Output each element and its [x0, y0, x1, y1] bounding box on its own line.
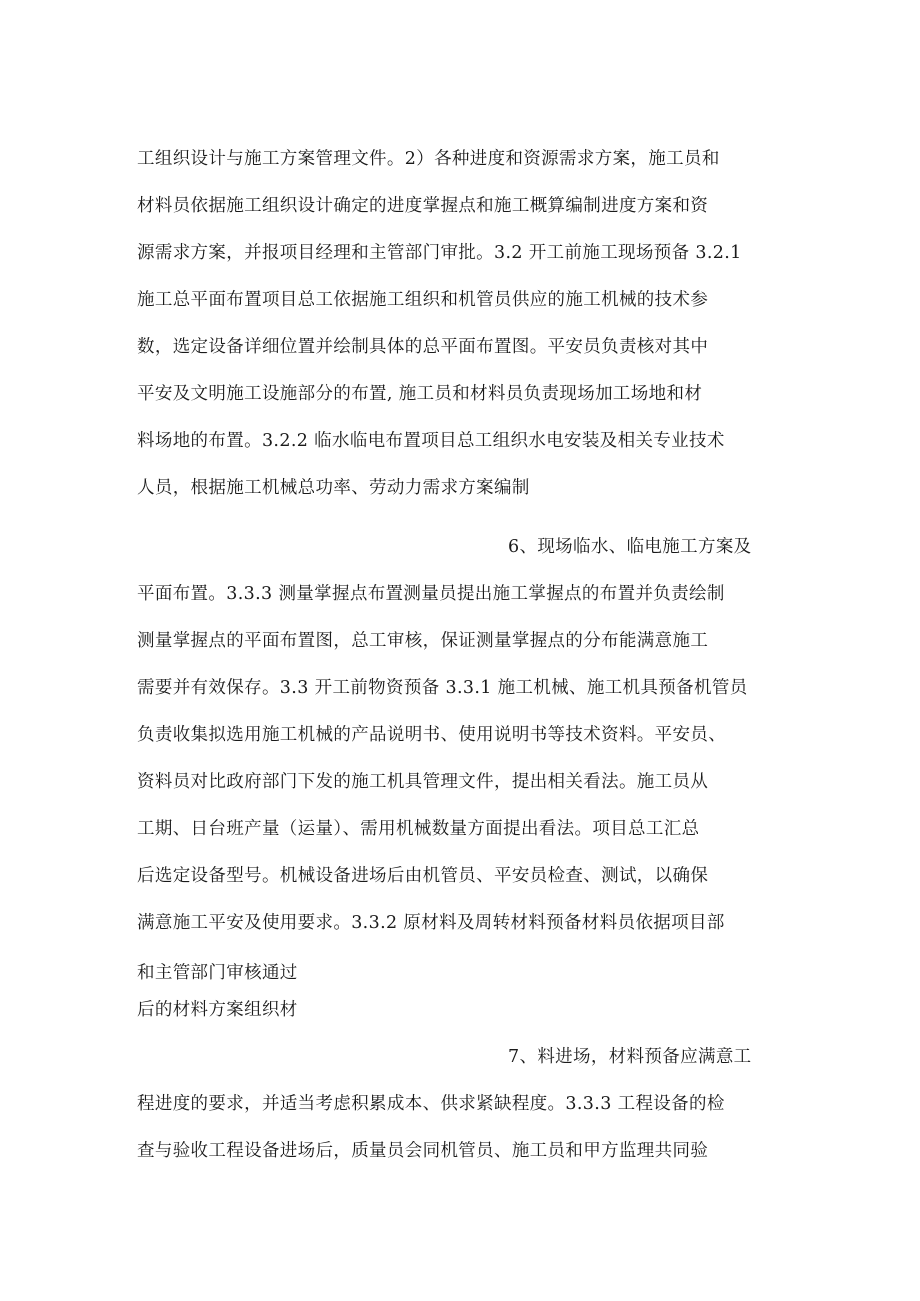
- text-line: 工组织设计与施工方案管理文件。2）各种进度和资源需求方案，施工员和: [137, 149, 720, 169]
- text-line: 料场地的布置。3.2.2 临水临电布置项目总工组织水电安装及相关专业技术: [137, 431, 725, 451]
- text-line: 负责收集拟选用施工机械的产品说明书、使用说明书等技术资料。平安员、: [137, 725, 727, 745]
- text-line: 后的材料方案组织材: [137, 1000, 298, 1020]
- text-line: 和主管部门审核通过: [137, 963, 298, 983]
- text-line-indented: 7、料进场，材料预备应满意工: [508, 1047, 752, 1067]
- text-line: 需要并有效保存。3.3 开工前物资预备 3.3.1 施工机械、施工机具预备机管员: [137, 678, 748, 698]
- text-line: 数，选定设备详细位置并绘制具体的总平面布置图。平安员负责核对其中: [137, 337, 709, 357]
- text-line: 程进度的要求，并适当考虑积累成本、供求紧缺程度。3.3.3 工程设备的检: [137, 1094, 725, 1114]
- text-line: 资料员对比政府部门下发的施工机具管理文件，提出相关看法。施工员从: [137, 772, 709, 792]
- text-line: 施工总平面布置项目总工依据施工组织和机管员供应的施工机械的技术参: [137, 290, 709, 310]
- text-line: 源需求方案，并报项目经理和主管部门审批。3.2 开工前施工现场预备 3.2.1: [137, 243, 742, 263]
- text-line: 人员，根据施工机械总功率、劳动力需求方案编制: [137, 478, 530, 498]
- text-line: 后选定设备型号。机械设备进场后由机管员、平安员检查、测试，以确保: [137, 866, 709, 886]
- text-line: 平面布置。3.3.3 测量掌握点布置测量员提出施工掌握点的布置并负责绘制: [137, 584, 725, 604]
- text-line: 查与验收工程设备进场后，质量员会同机管员、施工员和甲方监理共同验: [137, 1141, 709, 1161]
- text-line: 测量掌握点的平面布置图，总工审核，保证测量掌握点的分布能满意施工: [137, 631, 709, 651]
- text-line: 材料员依据施工组织设计确定的进度掌握点和施工概算编制进度方案和资: [137, 196, 709, 216]
- text-line: 平安及文明施工设施部分的布置, 施工员和材料员负责现场加工场地和材: [137, 384, 703, 404]
- text-line: 满意施工平安及使用要求。3.3.2 原材料及周转材料预备材料员依据项目部: [137, 913, 725, 933]
- text-line: 工期、日台班产量（运量）、需用机械数量方面提出看法。项目总工汇总: [137, 819, 700, 839]
- text-line-indented: 6、现场临水、临电施工方案及: [508, 537, 752, 557]
